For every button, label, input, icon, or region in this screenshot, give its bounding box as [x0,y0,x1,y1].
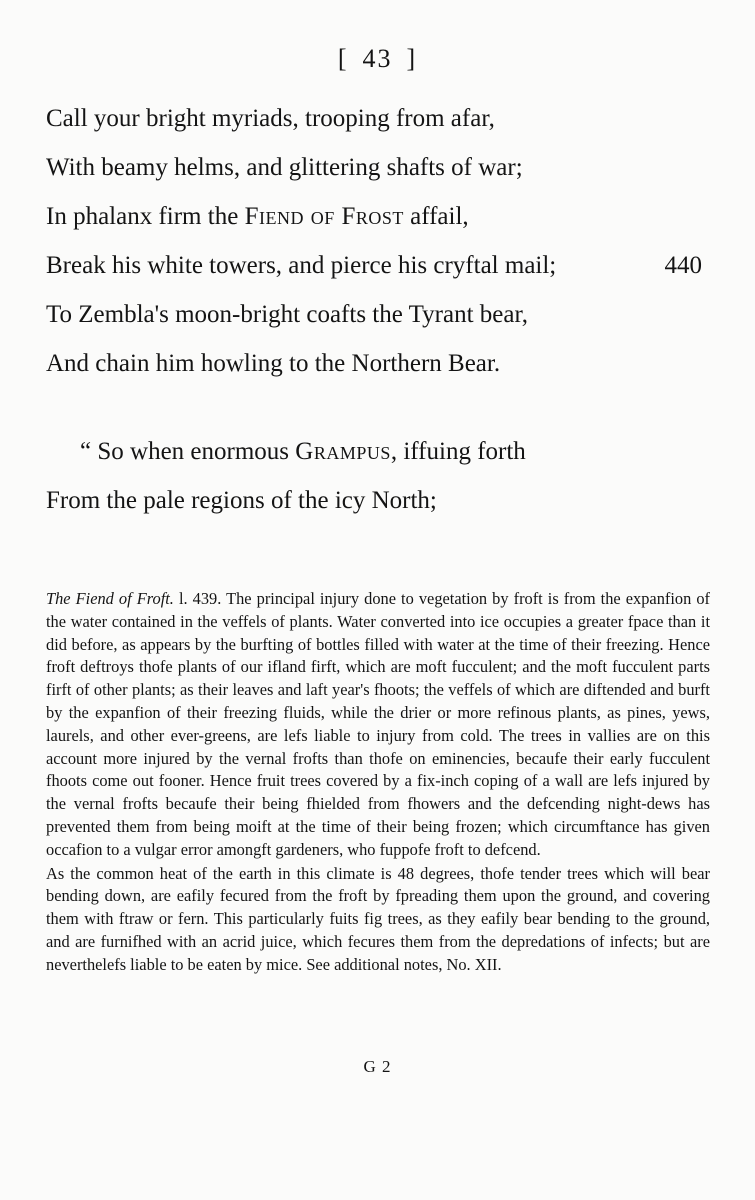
page-number: 43 [362,44,393,73]
poem-line-end: affail, [403,203,469,230]
page-header [0,44,755,74]
poem-line [46,241,716,290]
poem-line-text: In phalanx firm the [46,203,245,230]
poem-line [46,192,716,241]
poem-line: With beamy helms, and glittering shafts of war; [46,154,523,181]
poem-line-text: Break his white towers, and pierce his cryftal mail; [46,252,557,279]
quote-mark: “ [80,438,98,465]
grampus: Grampus [295,438,391,465]
bracket-close: ] [406,44,418,73]
poem-line [46,427,716,476]
fiend-of-frost: Fiend of Frost [244,203,404,230]
poem-line-text: So when enormous [97,438,296,465]
poem-text [46,94,716,525]
poem-line: To Zembla's moon-bright coafts the Tyrant bear, [46,301,529,328]
signature-mark: G 2 [363,1057,392,1076]
footnotes [46,588,710,977]
poem-line: Call your bright myriads, trooping from afar, [46,105,495,132]
footnote-paragraph: As the common heat of the earth in this climate is 48 degrees, thofe tender trees which will bear bending down, are eafily fecured from the froft by fpreading them upon the ground, and covering them with ftraw or fern. This particularly fuits fig trees, as they eafily bear bending to the ground, and are furnifhed with an acrid juice, which fecures them from the depredations of infects; but are neverthelefs liable to be eaten by mice. See additional notes, No. XII. [46,863,710,974]
note-reference: The Fiend of Froft. [46,589,174,608]
bracket-open: [ [337,44,349,73]
poem-line: And chain him howling to the Northern Bear. [46,350,501,377]
note-text: l. 439. The principal injury done to vegetation by froft is from the expanfion of the water contained in the veffels of plants. Water converted into ice occupies a greater fpace than it did before, as appears by the burfting of bottles filled with water at the time of their freezing. Hence froft deftroys thofe plants of our ifland firft, which are moft fucculent; and the moft fucculent parts firft of other plants; as their leaves and laft year's fhoots; the veffels of which are diftended and burft by the expanfion of their freezing fluids, while the drier or more refinous plants, as pines, yews, laurels, and other ever-greens, are lefs liable to injury from cold. The trees in vallies are on this account more injured by the vernal frofts than thofe on eminencies, becaufe their early fucculent fhoots come out fooner. Hence fruit trees covered by a fix-inch coping of a wall are lefs injured by the vernal frofts becaufe their being fhielded from fhowers and the defcending night-dews has prevented them from being moift at the time of their being frozen; which circumftance has given occafion to a vulgar error amongft gardeners, who fuppofe froft to defcend. [46,589,710,859]
footnote-paragraph [46,588,710,862]
poem-line-end: , iffuing forth [390,438,526,465]
poem-line: From the pale regions of the icy North; [46,487,437,514]
line-number: 440 [664,252,702,279]
